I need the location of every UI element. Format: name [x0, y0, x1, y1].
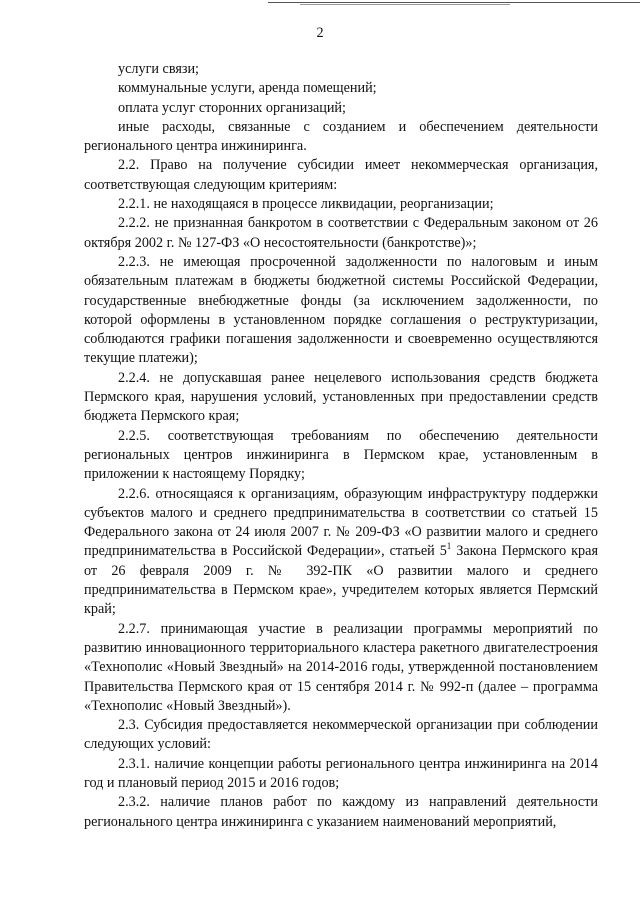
- paragraph-2-2-2: 2.2.2. не признанная банкротом в соответствии с Федеральным законом от 26 октября 2002 г. № 127-ФЗ «О несостоятельности (банкротстве)»;: [84, 215, 598, 251]
- paragraph-2-3: 2.3. Субсидия предоставляется некоммерческой организации при соблюдении следующих условий:: [84, 717, 598, 753]
- paragraph-utilities-rent: коммунальные услуги, аренда помещений;: [118, 80, 377, 97]
- paragraph-third-party-services: оплата услуг сторонних организаций;: [118, 99, 346, 116]
- paragraph-2-2: 2.2. Право на получение субсидии имеет некоммерческая организация, соответствующая следующим критериям:: [84, 157, 598, 193]
- paragraph-other-expenses: иные расходы, связанные с созданием и обеспечением деятельности регионального центра инжиниринга.: [84, 118, 598, 155]
- paragraph-2-2-5: 2.2.5. соответствующая требованиям по обеспечению деятельности региональных центров инжиниринга в Пермском крае, установленным в приложении к настоящему Порядку;: [84, 427, 598, 483]
- paragraph-2-2-6-text: 2.2.6. относящаяся к организациям, образующим инфраструктуру поддержки субъектов малого и среднего предпринимательства в соответствии со статьей 15 Федерального закона от 24 июля 2007 г. № 209-ФЗ «О развитии малого и среднего предпринимательства в Российской Федерации», статьей 5: [84, 485, 598, 560]
- paragraph-2-2-3: 2.2.3. не имеющая просроченной задолженности по налоговым и иным обязательным платежам в бюджеты бюджетной системы Российской Федерации, государственные внебюджетные фонды (за исключением задолженности, по которой оформлены в установленном порядке соглашения о реструктуризации, соблюдаются графики погашения задолженности и своевременно осуществляются текущие платежи);: [84, 253, 598, 367]
- paragraph-2-2-6: [84, 485, 598, 620]
- paragraph-2-3-1: 2.3.1. наличие концепции работы регионального центра инжиниринга на 2014 год и плановый период 2015 и 2016 годов;: [84, 755, 598, 791]
- paragraph-2-2-6-text-cont: Закона Пермского края от 26 февраля 2009 г. № 392-ПК «О развитии малого и среднего предпринимательства в Пермском крае», учредителем которых является Пермский край;: [84, 543, 598, 618]
- scan-edge-line-2: [300, 4, 510, 5]
- paragraph-2-2-1: 2.2.1. не находящаяся в процессе ликвидации, реорганизации;: [118, 196, 494, 213]
- superscript-1: 1: [446, 540, 452, 551]
- scan-edge-line: [268, 2, 640, 3]
- paragraph-2-3-2: 2.3.2. наличие планов работ по каждому из направлений деятельности регионального центра инжиниринга с указанием наименований мероприятий,: [84, 794, 598, 830]
- page-number: 2: [316, 25, 324, 41]
- paragraph-services-communication: услуги связи;: [118, 61, 199, 77]
- paragraph-2-2-4: 2.2.4. не допускавшая ранее нецелевого использования средств бюджета Пермского края, нарушения условий, установленных при предоставлении средств бюджета Пермского края;: [84, 369, 598, 425]
- paragraph-2-2-7: 2.2.7. принимающая участие в реализации программы мероприятий по развитию инновационного территориального кластера ракетного двигателестроения «Технополис «Новый Звездный» на 2014-2016 годы, утвержденной постановлением Правительства Пермского края от 15 сентября 2014 г. № 992-п (далее – программа «Технополис «Новый Звездный»).: [84, 620, 598, 714]
- document-body: [84, 60, 598, 832]
